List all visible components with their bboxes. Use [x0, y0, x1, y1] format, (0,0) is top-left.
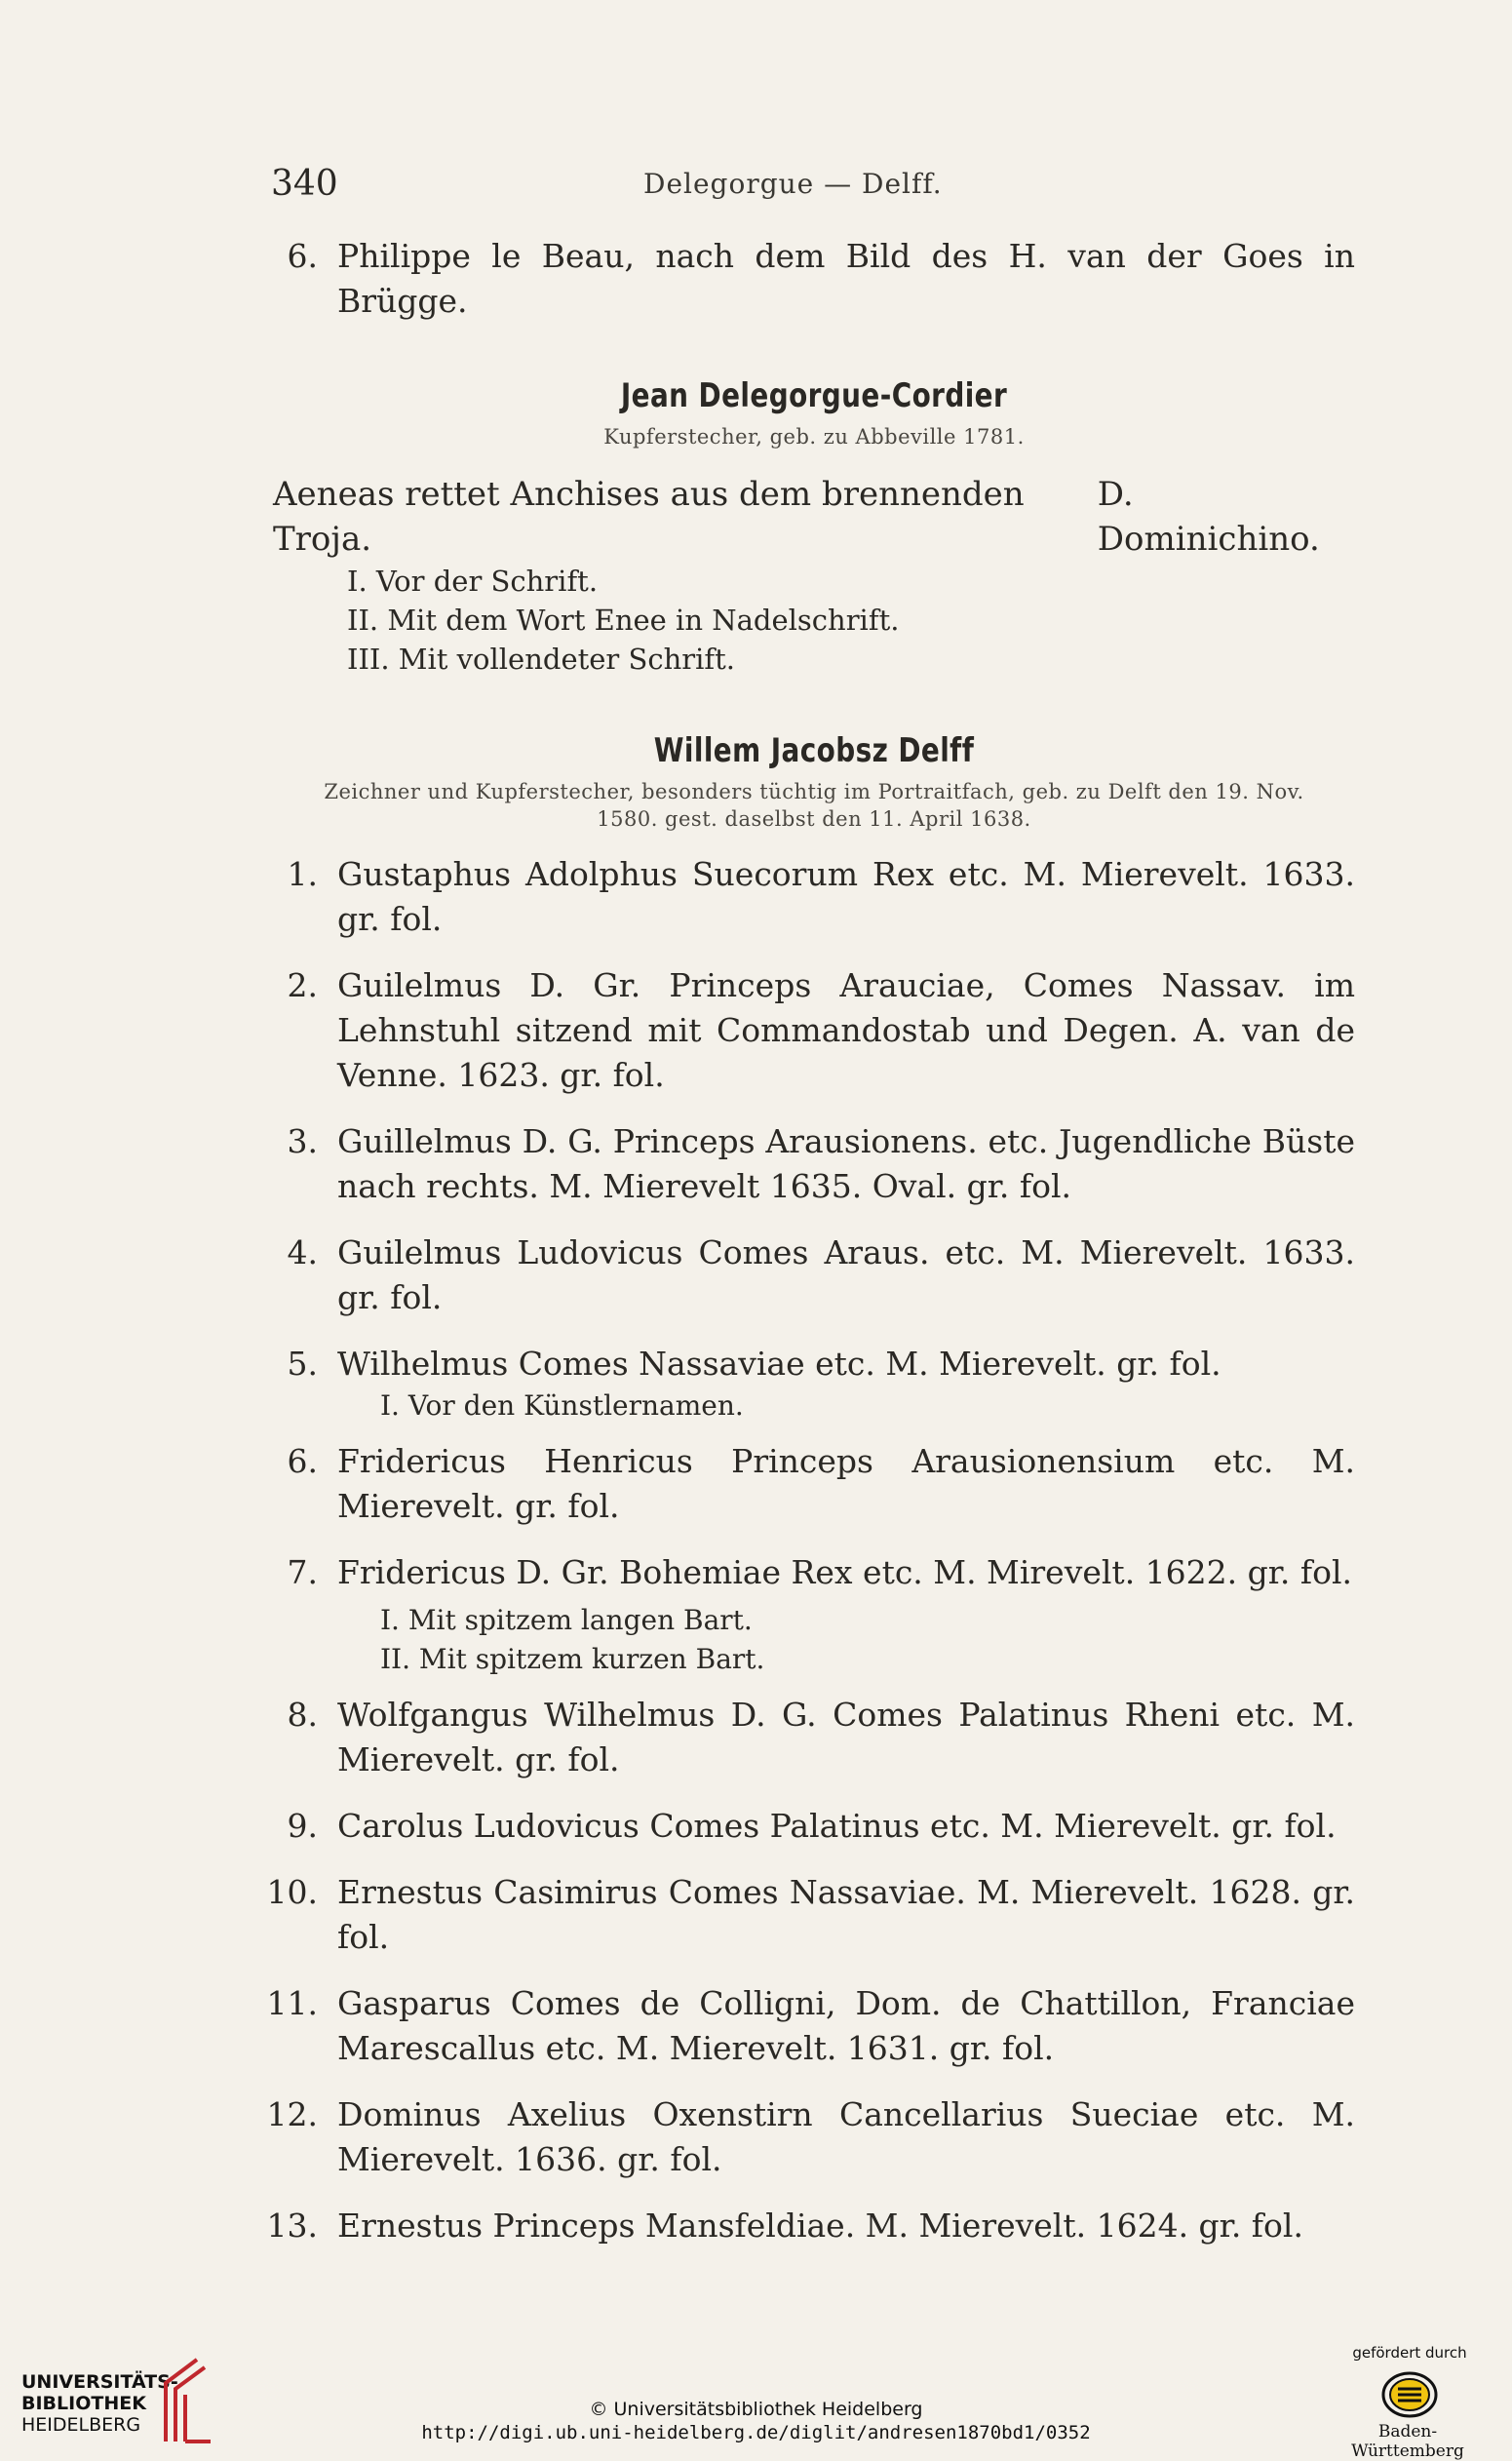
entry-text: Dominus Axelius Oxenstirn Cancellarius Sueciae etc. M. Mierevelt. 1636. gr. fol. — [337, 2095, 1355, 2178]
catalogue-entry — [273, 1804, 1355, 1849]
catalogue-entry — [273, 1693, 1355, 1782]
state-line: I. Vor der Schrift. — [347, 565, 599, 598]
entry-number: 7. — [287, 1553, 318, 1591]
entry-number: 8. — [287, 1696, 318, 1734]
entry-text: Guillelmus D. G. Princeps Arausionens. etc. Jugendliche Büste nach rechts. M. Mierevelt 1635. Oval. gr. fol. — [337, 1122, 1355, 1205]
catalogue-entry — [273, 1439, 1355, 1529]
catalogue-entry — [273, 1230, 1355, 1320]
entry-number: 10. — [266, 1873, 318, 1911]
artist-heading: Jean Delegorgue-Cordier — [620, 376, 1008, 415]
state-coat-of-arms-icon — [1381, 2371, 1438, 2418]
entry-text: Fridericus D. Gr. Bohemiae Rex etc. M. Mirevelt. 1622. gr. fol. — [337, 1553, 1353, 1591]
catalogue-entry — [266, 2092, 1355, 2182]
catalogue-entry — [273, 1342, 1355, 1426]
artist-section-delff — [266, 731, 1355, 2248]
entry-text: Gasparus Comes de Colligni, Dom. de Chattillon, Franciae Marescallus etc. M. Mierevelt. 1631. gr. fol. — [337, 1984, 1355, 2067]
state-line: II. Mit dem Wort Enee in Nadelschrift. — [347, 604, 900, 637]
catalogue-entry — [273, 1550, 1355, 1679]
entry-number: 1. — [287, 855, 318, 893]
entry-text: Fridericus Henricus Princeps Arausionensium etc. M. Mierevelt. gr. fol. — [337, 1442, 1355, 1525]
digitization-footer — [0, 2321, 1512, 2461]
state-line: I. Vor den Künstlernamen. — [380, 1389, 744, 1422]
continuation-entry — [273, 234, 1355, 324]
catalogue-entry — [273, 1119, 1355, 1209]
running-title: Delegorgue — Delff. — [643, 168, 943, 200]
entry-number: 13. — [266, 2207, 318, 2245]
entry-text: Gustaphus Adolphus Suecorum Rex etc. M. Mierevelt. 1633. gr. fol. — [337, 855, 1355, 938]
entry-text: Ernestus Casimirus Comes Nassaviae. M. Mierevelt. 1628. gr. fol. — [337, 1873, 1355, 1956]
artist-heading: Willem Jacobsz Delff — [653, 731, 975, 770]
artist-info — [273, 778, 1355, 833]
entry-number: 5. — [287, 1345, 318, 1383]
artist-section-delegorgue — [273, 376, 1355, 679]
entry-number: 12. — [266, 2095, 318, 2133]
state-line: I. Mit spitzem langen Bart. — [380, 1604, 753, 1636]
work-title-text: Aeneas rettet Anchises aus dem brennenden Troja. — [273, 475, 1025, 559]
entry-number: 11. — [266, 1984, 318, 2022]
entry-number: 6. — [287, 237, 318, 275]
artist-info-line: 1580. gest. daselbst den 11. April 1638. — [597, 807, 1031, 831]
state-line: III. Mit vollendeter Schrift. — [347, 643, 736, 676]
sponsor-name: Baden-Württemberg — [1351, 2422, 1464, 2461]
entry-text: Wolfgangus Wilhelmus D. G. Comes Palatinus Rheni etc. M. Mierevelt. gr. fol. — [337, 1696, 1355, 1778]
library-name-line: UNIVERSITÄTS- — [21, 2371, 178, 2393]
catalogue-list — [266, 852, 1355, 2248]
library-name-line: BIBLIOTHEK — [21, 2393, 146, 2414]
copyright-notice: © Universitätsbibliothek Heidelberg — [589, 2399, 923, 2420]
entry-number: 2. — [287, 966, 318, 1004]
entry-number: 6. — [287, 1442, 318, 1480]
catalogue-entry — [266, 1981, 1355, 2071]
artist-info-line: Zeichner und Kupferstecher, besonders tüchtig im Portraitfach, geb. zu Delft den 19. Nov. — [324, 780, 1304, 803]
entry-text: Wilhelmus Comes Nassaviae etc. M. Mierevelt. gr. fol. — [337, 1345, 1221, 1383]
entry-text: Carolus Ludovicus Comes Palatinus etc. M. Mierevelt. gr. fol. — [337, 1807, 1337, 1845]
sponsor-label: gefördert durch — [1352, 2344, 1467, 2362]
entry-text: Ernestus Princeps Mansfeldiae. M. Mierevelt. 1624. gr. fol. — [337, 2207, 1303, 2245]
source-url[interactable]: http://digi.ub.uni-heidelberg.de/diglit/andresen1870bd1/0352 — [421, 2422, 1091, 2443]
entry-states — [337, 1601, 1355, 1679]
artist-info: Kupferstecher, geb. zu Abbeville 1781. — [603, 425, 1025, 449]
catalogue-entry — [266, 2204, 1355, 2248]
entry-number: 4. — [287, 1233, 318, 1271]
entry-states — [337, 1387, 1355, 1426]
work-credit: D. Dominichino. — [1097, 475, 1320, 559]
catalogue-entry — [266, 1870, 1355, 1960]
page-body — [266, 234, 1355, 2270]
library-name-line: HEIDELBERG — [21, 2414, 141, 2436]
catalogue-entry — [273, 963, 1355, 1098]
page-header — [0, 164, 1512, 213]
entry-text: Guilelmus Ludovicus Comes Araus. etc. M. Mierevelt. 1633. gr. fol. — [337, 1233, 1355, 1316]
state-line: II. Mit spitzem kurzen Bart. — [380, 1643, 765, 1675]
entry-number: 9. — [287, 1807, 318, 1845]
work-title — [273, 472, 1355, 562]
entry-text: Philippe le Beau, nach dem Bild des H. van der Goes in Brügge. — [337, 237, 1355, 320]
page-number: 340 — [271, 164, 338, 204]
state-list — [273, 562, 1355, 679]
entry-text: Guilelmus D. Gr. Princeps Arauciae, Comes Nassav. im Lehnstuhl sitzend mit Commandostab und Degen. A. van de Venne. 1623. gr. fol. — [337, 966, 1355, 1094]
entry-number: 3. — [287, 1122, 318, 1160]
catalogue-entry — [273, 852, 1355, 942]
